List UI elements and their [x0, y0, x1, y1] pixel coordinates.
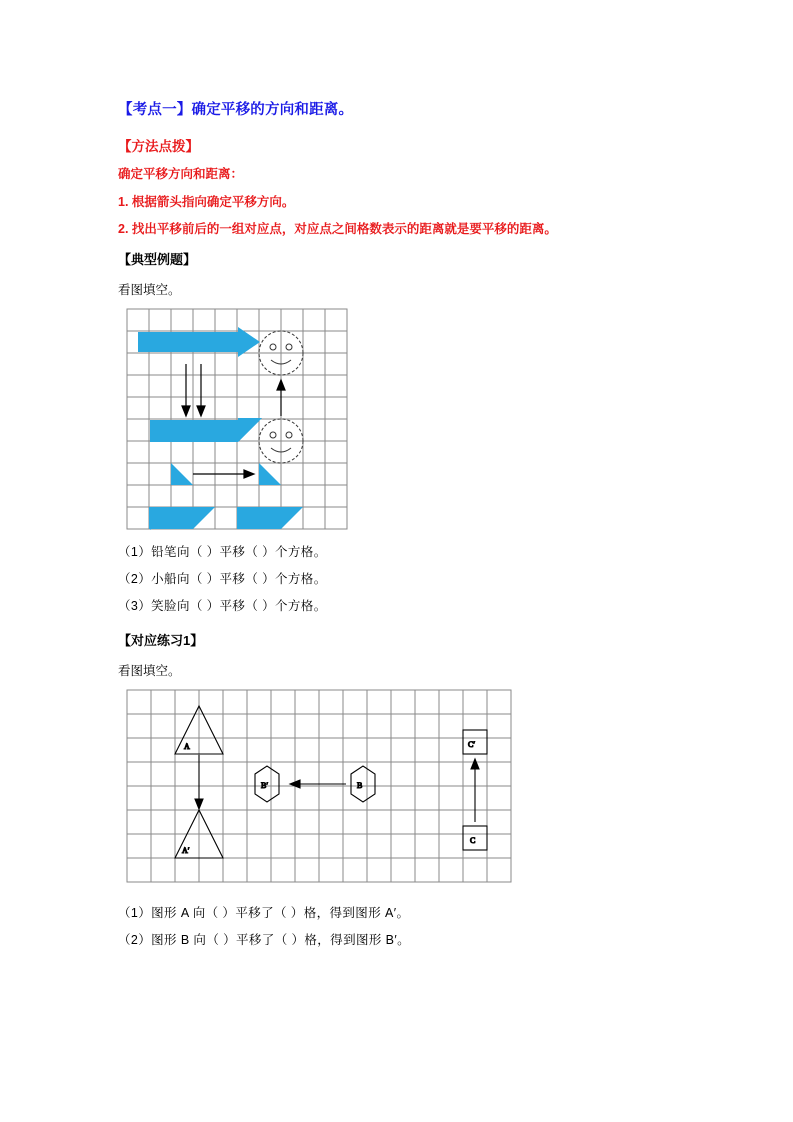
practice-prompt: 看图填空。	[118, 663, 181, 678]
example-question-1: （1）铅笔向（ ）平移（ ）个方格。	[118, 544, 327, 559]
figure-example-svg	[126, 308, 348, 530]
method-item-2: 2. 找出平移前后的一组对应点，对应点之间格数表示的距离就是要平移的距离。	[118, 222, 557, 236]
section-heading: 【考点一】确定平移的方向和距离。	[118, 102, 354, 118]
square-C-prime	[463, 730, 487, 754]
example-question-3: （3）笑脸向（ ）平移（ ）个方格。	[118, 598, 327, 613]
figure-practice-svg	[126, 689, 514, 885]
figure-example-grid	[126, 308, 346, 528]
arrow-left-B	[290, 780, 346, 788]
svg-text:B′: B′	[261, 780, 269, 790]
arrow-right-boat	[193, 470, 254, 478]
svg-text:C: C	[470, 835, 476, 845]
example-questions	[118, 542, 678, 614]
svg-text:A: A	[184, 741, 190, 751]
document-content	[118, 98, 678, 957]
example-title: 【典型例题】	[118, 251, 197, 267]
svg-text:B: B	[357, 780, 363, 790]
square-C	[463, 826, 487, 850]
example-prompt: 看图填空。	[118, 282, 181, 297]
practice-question-2: （2）图形 B 向（ ）平移了（ ）格，得到图形 B′。	[118, 932, 411, 947]
boat-shape-original	[150, 418, 262, 442]
method-item-1: 1. 根据箭头指向确定平移方向。	[118, 194, 295, 209]
svg-text:A′: A′	[182, 845, 190, 855]
hexagon-B	[351, 766, 375, 802]
figure-practice-grid	[126, 689, 516, 889]
method-title: 【方法点拨】	[118, 139, 199, 154]
svg-text:C′: C′	[468, 739, 476, 749]
arrow-up-C	[471, 759, 479, 822]
method-subtitle: 确定平移方向和距离：	[118, 167, 244, 181]
practice-questions	[118, 903, 678, 948]
arrow-up-face	[277, 380, 285, 416]
hexagon-B-prime	[255, 766, 279, 802]
arrow-down-A	[195, 755, 203, 809]
example-question-2: （2）小船向（ ）平移（ ）个方格。	[118, 571, 327, 586]
practice-question-1: （1）图形 A 向（ ）平移了（ ）格，得到图形 A′。	[118, 905, 410, 920]
practice-title: 【对应练习1】	[118, 632, 204, 648]
